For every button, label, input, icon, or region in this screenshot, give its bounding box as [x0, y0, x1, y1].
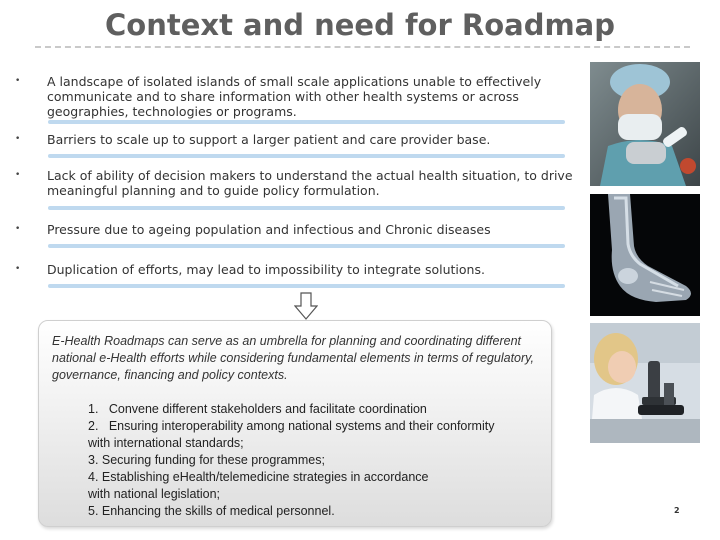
- callout-item: 5. Enhancing the skills of medical personnel.: [88, 504, 335, 518]
- foot-xray-photo: [590, 194, 700, 316]
- bullet-marker: •: [15, 134, 21, 144]
- bullet-text: Duplication of efforts, may lead to impossibility to integrate solutions.: [47, 262, 485, 277]
- bullet-underline: [48, 206, 565, 210]
- callout-item: 3. Securing funding for these programmes;: [88, 453, 325, 467]
- bullet-text: Barriers to scale up to support a larger patient and care provider base.: [47, 132, 491, 147]
- bullet-text: A landscape of isolated islands of small scale applications unable to effectively communicate and to share information with other health systems or across geographies, technologies or programs.: [47, 74, 542, 119]
- roadmap-callout-box: [38, 320, 552, 527]
- bullet-marker: •: [15, 224, 21, 234]
- bullet-underline: [48, 284, 565, 288]
- page-title: Context and need for Roadmap: [104, 8, 616, 42]
- bullet-underline: [48, 120, 565, 124]
- bullet-marker: •: [15, 264, 21, 274]
- bullet-underline: [48, 244, 565, 248]
- bullet-text: Pressure due to ageing population and infectious and Chronic diseases: [47, 222, 491, 237]
- callout-item: 2. Ensuring interoperability among national systems and their conformity: [88, 419, 495, 433]
- callout-item: with international standards;: [88, 436, 244, 450]
- microscope-lab-photo: [590, 323, 700, 443]
- page-number: 2: [674, 506, 680, 515]
- title-divider: [35, 46, 690, 48]
- callout-list: [88, 401, 548, 520]
- bullet-marker: •: [15, 170, 21, 180]
- callout-intro: E-Health Roadmaps can serve as an umbrella for planning and coordinating different national e-Health efforts while considering fundamental elements in terms of regulatory, governance, financing and policy contexts.: [52, 334, 534, 382]
- callout-item: with national legislation;: [88, 487, 221, 501]
- callout-item: 1. Convene different stakeholders and facilitate coordination: [88, 402, 427, 416]
- down-arrow-icon: [294, 292, 318, 320]
- callout-item: 4. Establishing eHealth/telemedicine strategies in accordance: [88, 470, 429, 484]
- bullet-text: Lack of ability of decision makers to understand the actual health situation, to drive meaningful planning and to guide policy formulation.: [47, 168, 573, 198]
- bullet-underline: [48, 154, 565, 158]
- surgeon-photo: [590, 62, 700, 186]
- bullet-marker: •: [15, 76, 21, 86]
